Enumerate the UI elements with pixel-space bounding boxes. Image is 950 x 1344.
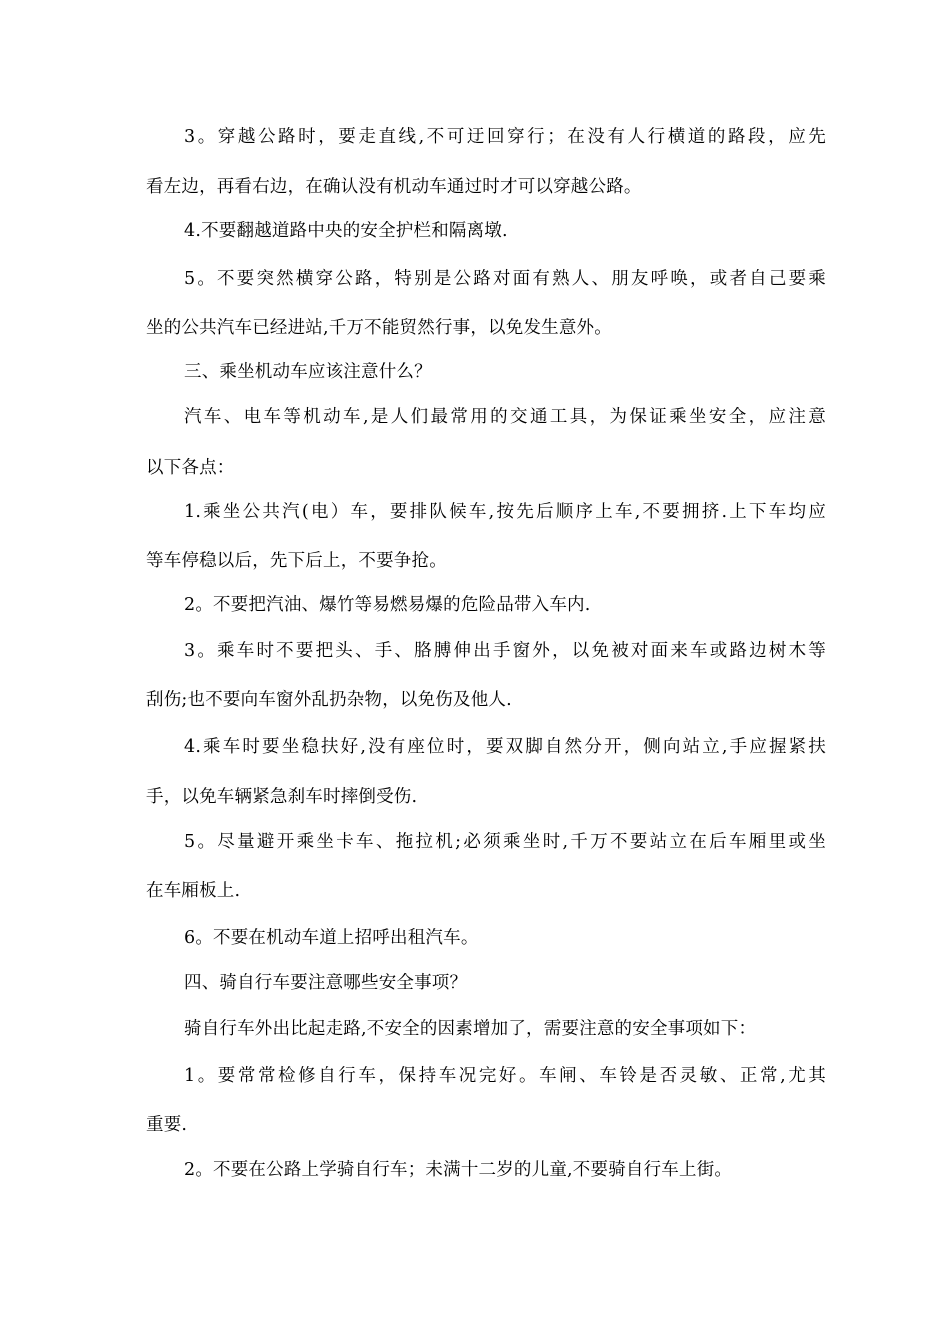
paragraph-line: 5。尽量避开乘坐卡车、拖拉机;必须乘坐时,千万不要站立在后车厢里或坐 (184, 832, 826, 852)
paragraph-line: 1.乘坐公共汽(电）车，要排队候车,按先后顺序上车,不要拥挤.上下车均应 (184, 502, 826, 522)
paragraph-line: 骑自行车外出比起走路,不安全的因素增加了，需要注意的安全事项如下： (184, 1019, 757, 1039)
paragraph-line: 4.乘车时要坐稳扶好,没有座位时，要双脚自然分开，侧向站立,手应握紧扶 (184, 737, 826, 757)
paragraph-line: 看左边，再看右边，在确认没有机动车通过时才可以穿越公路。 (146, 177, 642, 197)
paragraph-line: 5。不要突然横穿公路，特别是公路对面有熟人、朋友呼唤，或者自己要乘 (184, 269, 826, 289)
paragraph-line: 手，以免车辆紧急刹车时摔倒受伤. (146, 787, 418, 807)
paragraph-line: 重要. (146, 1115, 188, 1135)
paragraph-line: 坐的公共汽车已经进站,千万不能贸然行事，以免发生意外。 (146, 318, 612, 338)
paragraph-line: 刮伤;也不要向车窗外乱扔杂物，以免伤及他人. (146, 690, 512, 710)
paragraph-line: 2。不要在公路上学骑自行车；未满十二岁的儿童,不要骑自行车上街。 (184, 1160, 733, 1180)
paragraph-line: 6。不要在机动车道上招呼出租汽车。 (184, 928, 479, 948)
paragraph-line: 以下各点： (146, 458, 235, 478)
paragraph-line: 2。不要把汽油、爆竹等易燃易爆的危险品带入车内. (184, 595, 591, 615)
paragraph-line: 等车停稳以后，先下后上，不要争抢。 (146, 551, 447, 571)
paragraph-line: 4.不要翻越道路中央的安全护栏和隔离墩. (184, 221, 508, 241)
paragraph-line: 汽车、电车等机动车,是人们最常用的交通工具，为保证乘坐安全，应注意 (184, 407, 826, 427)
paragraph-line: 3。穿越公路时，要走直线,不可迂回穿行；在没有人行横道的路段，应先 (184, 127, 826, 147)
section-heading: 三、乘坐机动车应该注意什么？ (184, 362, 432, 382)
section-heading: 四、骑自行车要注意哪些安全事项？ (184, 973, 468, 993)
paragraph-line: 3。乘车时不要把头、手、胳膊伸出手窗外，以免被对面来车或路边树木等 (184, 641, 826, 661)
paragraph-line: 在车厢板上. (146, 881, 241, 901)
paragraph-line: 1。要常常检修自行车，保持车况完好。车闸、车铃是否灵敏、正常,尤其 (184, 1066, 826, 1086)
